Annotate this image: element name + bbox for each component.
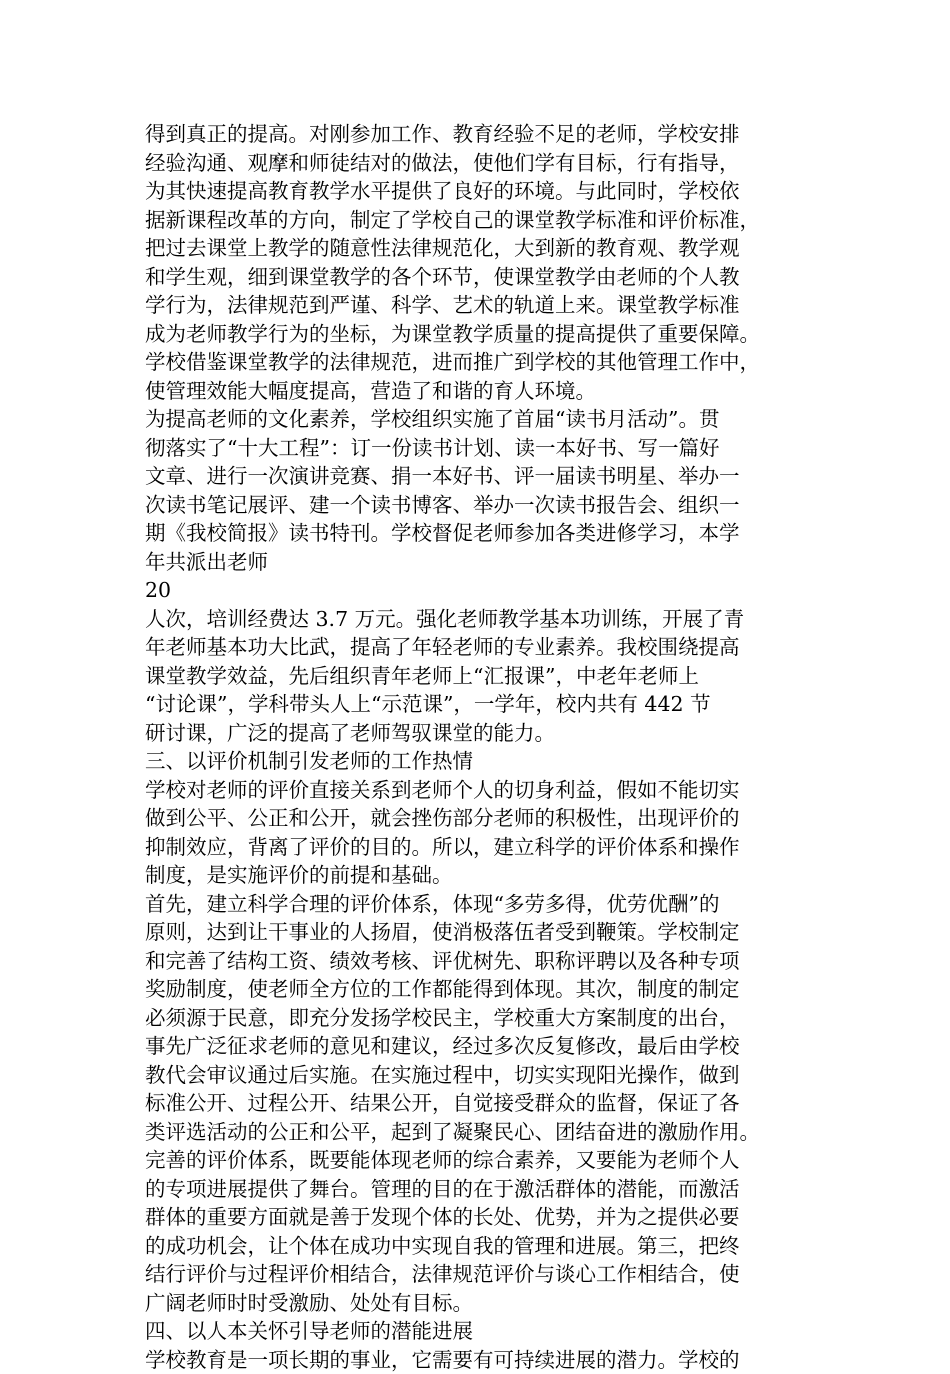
text-line: 奖励制度，使老师全方位的工作都能得到体现。其次，制度的制定	[145, 975, 817, 1004]
text-line: 必须源于民意，即充分发扬学校民主，学校重大方案制度的出台，	[145, 1004, 817, 1033]
text-line: 事先广泛征求老师的意见和建议，经过多次反复修改，最后由学校	[145, 1032, 817, 1061]
text-line: 抑制效应，背离了评价的目的。所以，建立科学的评价体系和操作	[145, 833, 817, 862]
text-line: 使管理效能大幅度提高，营造了和谐的育人环境。	[145, 377, 817, 406]
text-line: 人次，培训经费达 3.7 万元。强化老师教学基本功训练，开展了青	[145, 605, 817, 634]
text-line: 为其快速提高教育教学水平提供了良好的环境。与此同时，学校依	[145, 177, 817, 206]
text-line: 彻落实了“十大工程”：订一份读书计划、读一本好书、写一篇好	[145, 434, 817, 463]
text-line: 完善的评价体系，既要能体现老师的综合素养，又要能为老师个人	[145, 1146, 817, 1175]
text-line: 结行评价与过程评价相结合，法律规范评价与谈心工作相结合，使	[145, 1260, 817, 1289]
text-line: 类评选活动的公正和公平，起到了凝聚民心、团结奋进的激励作用。	[145, 1118, 817, 1147]
text-line: 的专项进展提供了舞台。管理的目的在于激活群体的潜能，而激活	[145, 1175, 817, 1204]
text-line: 学校借鉴课堂教学的法律规范，进而推广到学校的其他管理工作中，	[145, 348, 817, 377]
text-line: 标准公开、过程公开、结果公开，自觉接受群众的监督，保证了各	[145, 1089, 817, 1118]
text-line: 为提高老师的文化素养，学校组织实施了首届“读书月活动”。贯	[145, 405, 817, 434]
text-line: 广阔老师时时受激励、处处有目标。	[145, 1289, 817, 1318]
text-line: 首先，建立科学合理的评价体系，体现“多劳多得，优劳优酬”的	[145, 890, 817, 919]
text-line: 课堂教学效益，先后组织青年老师上“汇报课”，中老年老师上	[145, 662, 817, 691]
text-line: 教代会审议通过后实施。在实施过程中，切实实现阳光操作，做到	[145, 1061, 817, 1090]
text-line: “讨论课”，学科带头人上“示范课”，一学年，校内共有 442 节	[145, 690, 817, 719]
text-line: 四、以人本关怀引导老师的潜能进展	[145, 1317, 817, 1346]
text-line: 原则，达到让干事业的人扬眉，使消极落伍者受到鞭策。学校制定	[145, 918, 817, 947]
text-line: 文章、进行一次演讲竞赛、捐一本好书、评一届读书明星、举办一	[145, 462, 817, 491]
document-body	[145, 120, 817, 1374]
text-line: 研讨课，广泛的提高了老师驾驭课堂的能力。	[145, 719, 817, 748]
text-line: 学行为，法律规范到严谨、科学、艺术的轨道上来。课堂教学标准	[145, 291, 817, 320]
text-line: 得到真正的提高。对刚参加工作、教育经验不足的老师，学校安排	[145, 120, 817, 149]
text-line: 和学生观，细到课堂教学的各个环节，使课堂教学由老师的个人教	[145, 263, 817, 292]
text-line: 20	[145, 576, 817, 605]
text-line: 三、以评价机制引发老师的工作热情	[145, 747, 817, 776]
text-line: 的成功机会，让个体在成功中实现自我的管理和进展。第三，把终	[145, 1232, 817, 1261]
text-line: 年老师基本功大比武，提高了年轻老师的专业素养。我校围绕提高	[145, 633, 817, 662]
text-line: 年共派出老师	[145, 548, 817, 577]
text-line: 制度，是实施评价的前提和基础。	[145, 861, 817, 890]
text-line: 据新课程改革的方向，制定了学校自己的课堂教学标准和评价标准，	[145, 206, 817, 235]
text-line: 次读书笔记展评、建一个读书博客、举办一次读书报告会、组织一	[145, 491, 817, 520]
text-line: 学校对老师的评价直接关系到老师个人的切身利益，假如不能切实	[145, 776, 817, 805]
text-line: 成为老师教学行为的坐标，为课堂教学质量的提高提供了重要保障。	[145, 320, 817, 349]
text-line: 群体的重要方面就是善于发现个体的长处、优势，并为之提供必要	[145, 1203, 817, 1232]
text-line: 和完善了结构工资、绩效考核、评优树先、职称评聘以及各种专项	[145, 947, 817, 976]
text-line: 学校教育是一项长期的事业，它需要有可持续进展的潜力。学校的	[145, 1346, 817, 1374]
text-line: 做到公平、公正和公开，就会挫伤部分老师的积极性，出现评价的	[145, 804, 817, 833]
text-line: 经验沟通、观摩和师徒结对的做法，使他们学有目标，行有指导，	[145, 149, 817, 178]
text-line: 把过去课堂上教学的随意性法律规范化，大到新的教育观、教学观	[145, 234, 817, 263]
text-line: 期《我校简报》读书特刊。学校督促老师参加各类进修学习，本学	[145, 519, 817, 548]
